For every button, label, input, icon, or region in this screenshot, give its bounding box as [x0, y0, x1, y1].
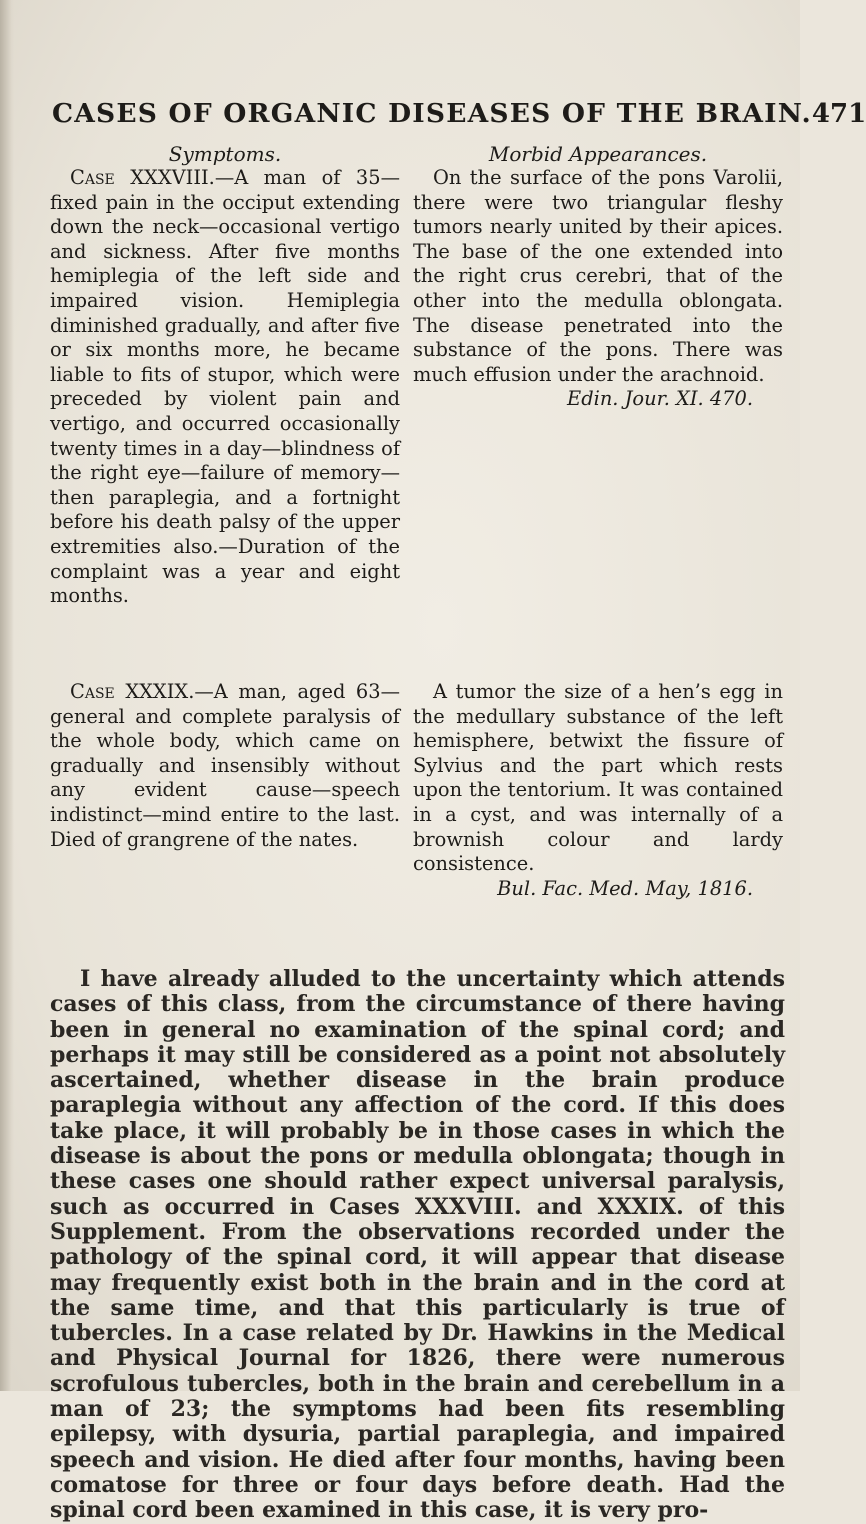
case-38-citation: Edin. Jour. XI. 470.	[567, 387, 753, 411]
page-spine-shadow	[0, 0, 14, 1391]
body-paragraph-block	[50, 967, 785, 1524]
case-38-symptoms	[50, 142, 400, 609]
case-38-symptoms-text: —A man of 35—fixed pain in the occiput extending down the neck—occasional vertigo and sickness. After five months hemiplegia of the left side and impaired vision. Hemiplegia diminished gradually, and after five or six months more, he became liable to fits of stupor, which were preceded by violent pain and vertigo, and occurred occasionally twenty times in a day—blindness of the right eye—failure of memory—then paraplegia, and a fortnight before his death palsy of the upper extremities also.—Duration of the complaint was a year and eight months.	[50, 166, 400, 608]
running-head: CASES OF ORGANIC DISEASES OF THE BRAIN.	[52, 98, 812, 129]
case-39-symptoms-text: —A man, aged 63—general and complete paralysis of the whole body, which came on gradually and insensibly without any evident cause—speech indistinct—mind entire to the last. Died of grangrene of the nates.	[50, 680, 400, 851]
case-39-citation: Bul. Fac. Med. May, 1816.	[497, 876, 753, 900]
page-header	[52, 98, 866, 129]
case-38-morbid-text: On the surface of the pons Varolii, there were two triangular fleshy tumors nearly united by their apices. The base of the one extended into the right crus cerebri, that of the other into the medulla oblongata. The disease penetrated into the substance of the pons. There was much effusion under the arachnoid.	[413, 166, 783, 386]
case-39-morbid-text: A tumor the size of a hen’s egg in the medullary substance of the left hemisphere, betwixt the fissure of Sylvius and the part which rests upon the tentorium. It was contained in a cyst, and was internally of a brownish colour and lardy consistence.	[413, 680, 783, 876]
case-39-morbid	[413, 680, 783, 901]
page-number: 471	[811, 99, 866, 129]
case-38-label: Case XXXVIII.	[70, 166, 215, 189]
morbid-appearances-heading: Morbid Appearances.	[488, 142, 708, 166]
case-39-symptoms	[50, 680, 400, 852]
case-39-label: Case XXXIX.	[70, 680, 195, 703]
symptoms-heading: Symptoms.	[168, 142, 282, 166]
body-paragraph: I have already alluded to the uncertainty which attends cases of this class, from the circumstance of there having been in general no examination of the spinal cord; and perhaps it may still be considered as a point not absolutely ascertained, whether disease in the brain produce paraplegia without any affection of the cord. If this does take place, it will probably be in those cases in which the disease is about the pons or medulla oblongata; though in these cases one should rather expect universal paralysis, such as occurred in Cases XXXVIII. and XXXIX. of this Supplement. From the observations recorded under the pathology of the spinal cord, it will appear that disease may frequently exist both in the brain and in the cord at the same time, and that this particularly is true of tubercles. In a case related by Dr. Hawkins in the Medical and Physical Journal for 1826, there were numerous scrofulous tubercles, both in the brain and cerebellum in a man of 23; the symptoms had been fits resembling epilepsy, with dysuria, partial paraplegia, and impaired speech and vision. He died after four months, having been comatose for three or four days before death. Had the spinal cord been examined in this case, it is very pro-	[50, 966, 785, 1524]
case-38-morbid	[413, 142, 783, 412]
